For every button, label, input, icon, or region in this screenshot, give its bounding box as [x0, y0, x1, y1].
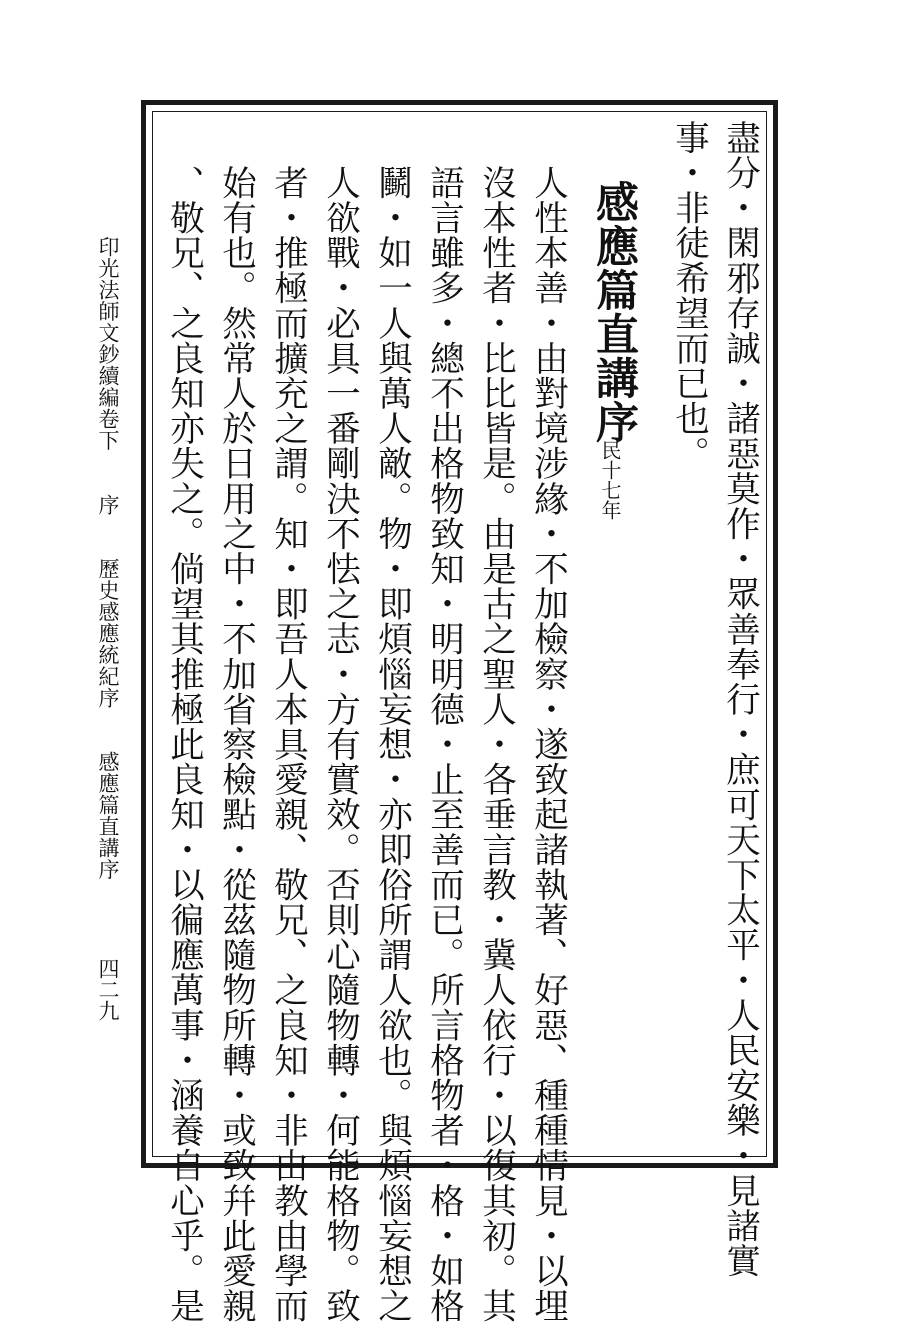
text-column-body-5: 人欲戰・必具一番剛決不怯之志・方有實效。否則心隨物轉・何能格物。致	[319, 165, 360, 1323]
essay-title: 感應篇直講序	[589, 180, 639, 444]
text-column-body-4: 鬭・如一人與萬人敵。物・即煩惱妄想・亦即俗所謂人欲也。與煩惱妄想之	[371, 165, 412, 1323]
book-volume-title: 印光法師文鈔續編卷下	[96, 236, 120, 451]
previous-essay-title: 歷史感應統紀序	[96, 557, 120, 708]
page-number: 四二九	[96, 958, 120, 1021]
text-column-body-7: 始有也。然常人於日用之中・不加省察檢點・從茲隨物所轉・或致幷此愛親	[215, 165, 256, 1323]
section-name: 序	[96, 493, 120, 515]
text-column-carry-2: 事・非徒希望而已也。	[668, 120, 709, 471]
essay-date: 民十七年	[598, 440, 622, 520]
text-column-body-2: 沒本性者・比比皆是。由是古之聖人・各垂言教・冀人依行・以復其初。其	[475, 165, 516, 1323]
text-column-body-6: 者・推極而擴充之謂。知・即吾人本具愛親、敬兄、之良知・非由教由學而	[267, 165, 308, 1323]
text-column-body-1: 人性本善・由對境涉緣・不加檢察・遂致起諸執著、好惡、種種情見・以埋	[527, 165, 568, 1323]
text-column-body-8: 、敬兄、之良知亦失之。倘望其推極此良知・以徧應萬事・涵養自心乎。是	[163, 165, 204, 1323]
text-column-carry-1: 盡分・閑邪存誠・諸惡莫作・眾善奉行・庶可天下太平・人民安樂・見諸實	[719, 120, 760, 1279]
running-header	[97, 236, 118, 880]
current-essay-title: 感應篇直講序	[96, 750, 120, 880]
text-column-body-3: 語言雖多・總不出格物致知・明明德・止至善而已。所言格物者・格・如格	[423, 165, 464, 1323]
